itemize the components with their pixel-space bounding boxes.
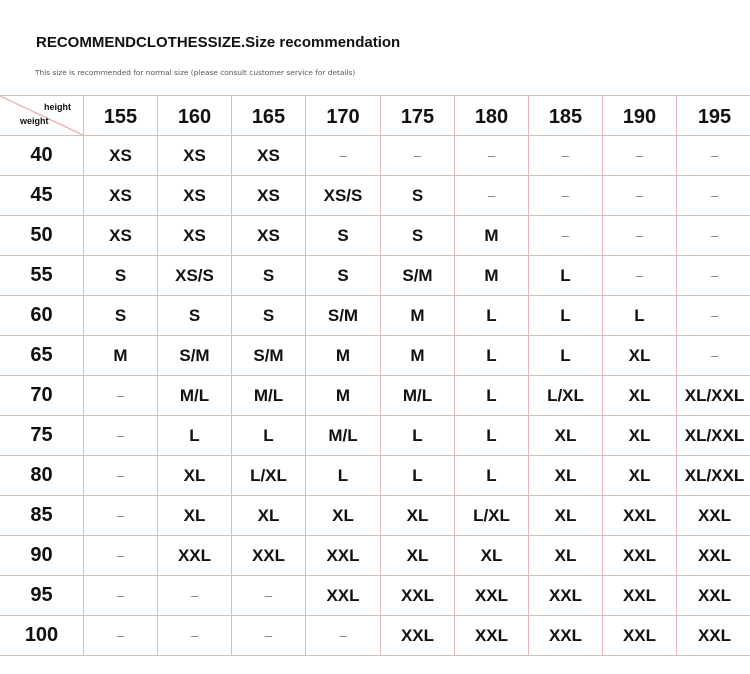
size-cell: – [84,536,158,576]
size-cell: M [306,376,381,416]
size-cell: S/M [232,336,306,376]
weight-label-85: 85 [0,496,84,536]
height-header-160: 160 [158,95,232,136]
size-cell: XXL [306,576,381,616]
size-cell: M/L [306,416,381,456]
size-cell: – [529,216,603,256]
size-cell: L [306,456,381,496]
size-cell: XL [529,456,603,496]
size-cell: L [232,416,306,456]
size-cell: XS [84,176,158,216]
size-cell: – [677,216,750,256]
size-cell: L/XL [232,456,306,496]
weight-label-60: 60 [0,296,84,336]
size-cell: – [158,616,232,656]
size-cell: XXL [381,616,455,656]
size-cell: – [381,136,455,176]
weight-label-50: 50 [0,216,84,256]
size-cell: XXL [381,576,455,616]
size-cell: – [677,176,750,216]
size-cell: XL [603,416,677,456]
size-cell: – [603,216,677,256]
size-cell: XXL [677,616,750,656]
size-cell: M/L [158,376,232,416]
size-cell: S [381,176,455,216]
size-cell: XL [381,496,455,536]
size-cell: L [455,336,529,376]
size-cell: L [381,416,455,456]
weight-label-100: 100 [0,616,84,656]
size-cell: L [455,456,529,496]
size-cell: – [158,576,232,616]
height-header-185: 185 [529,95,603,136]
size-cell: – [232,576,306,616]
size-cell: XXL [677,496,750,536]
size-cell: XXL [529,616,603,656]
size-cell: XL [603,336,677,376]
size-cell: XXL [603,616,677,656]
size-cell: L [381,456,455,496]
size-cell: XXL [603,496,677,536]
size-cell: M [455,256,529,296]
size-cell: XXL [677,576,750,616]
size-cell: L/XL [455,496,529,536]
size-cell: – [306,616,381,656]
size-cell: S [158,296,232,336]
size-cell: XXL [158,536,232,576]
size-cell: XL [529,496,603,536]
size-cell: XXL [677,536,750,576]
size-cell: XL [381,536,455,576]
size-cell: L [529,256,603,296]
height-header-195: 195 [677,95,750,136]
size-cell: XS [232,136,306,176]
size-cell: M [381,336,455,376]
size-cell: XL [158,456,232,496]
size-cell: XL/XXL [677,416,750,456]
size-cell: L/XL [529,376,603,416]
size-cell: S [381,216,455,256]
weight-label-40: 40 [0,136,84,176]
size-cell: – [529,136,603,176]
size-cell: XS [84,216,158,256]
size-cell: XXL [603,536,677,576]
size-cell: XL [158,496,232,536]
size-cell: M [455,216,529,256]
size-cell: L [529,336,603,376]
height-header-165: 165 [232,95,306,136]
size-cell: L [158,416,232,456]
size-cell: – [677,256,750,296]
size-cell: XXL [455,616,529,656]
size-cell: – [603,256,677,296]
size-cell: – [677,336,750,376]
size-cell: S [306,256,381,296]
size-cell: XS [84,136,158,176]
weight-label-90: 90 [0,536,84,576]
size-cell: M/L [381,376,455,416]
size-cell: XL/XXL [677,456,750,496]
size-cell: XS/S [158,256,232,296]
size-cell: L [455,376,529,416]
size-cell: – [603,176,677,216]
size-cell: – [677,136,750,176]
size-cell: M [306,336,381,376]
weight-label-95: 95 [0,576,84,616]
size-cell: L [529,296,603,336]
size-cell: XL [232,496,306,536]
size-cell: XS [232,216,306,256]
weight-label-80: 80 [0,456,84,496]
size-cell: XXL [529,576,603,616]
weight-label-65: 65 [0,336,84,376]
size-cell: – [677,296,750,336]
corner-header-cell [0,95,84,136]
page-title: RECOMMENDCLOTHESSIZE.Size recommendation [36,34,401,51]
size-cell: XS [158,216,232,256]
size-cell: XL [603,376,677,416]
size-cell: XL/XXL [677,376,750,416]
size-cell: – [84,416,158,456]
size-cell: S [232,256,306,296]
size-cell: L [603,296,677,336]
weight-label-75: 75 [0,416,84,456]
size-cell: XXL [455,576,529,616]
weight-label-45: 45 [0,176,84,216]
height-header-170: 170 [306,95,381,136]
size-cell: XL [603,456,677,496]
height-header-155: 155 [84,95,158,136]
size-cell: XXL [232,536,306,576]
corner-weight-label: weight [20,116,49,126]
size-cell: XL [306,496,381,536]
size-cell: – [232,616,306,656]
size-cell: S [84,296,158,336]
size-cell: XS [232,176,306,216]
size-cell: L [455,296,529,336]
size-cell: – [603,136,677,176]
height-header-190: 190 [603,95,677,136]
size-cell: XXL [306,536,381,576]
size-cell: XS [158,136,232,176]
size-cell: XL [529,416,603,456]
size-cell: – [529,176,603,216]
size-cell: – [84,616,158,656]
size-cell: M [381,296,455,336]
size-cell: – [84,376,158,416]
size-cell: – [84,456,158,496]
size-cell: S [84,256,158,296]
size-cell: – [84,496,158,536]
size-cell: – [455,176,529,216]
size-cell: – [306,136,381,176]
weight-label-55: 55 [0,256,84,296]
size-cell: S/M [306,296,381,336]
page-subtitle: This size is recommended for normal size (please consult customer service for details) [35,68,356,77]
size-cell: XXL [603,576,677,616]
size-cell: M/L [232,376,306,416]
size-cell: L [455,416,529,456]
size-cell: – [84,576,158,616]
size-cell: S/M [381,256,455,296]
size-cell: XS/S [306,176,381,216]
corner-height-label: height [44,102,71,112]
size-cell: S/M [158,336,232,376]
size-cell: M [84,336,158,376]
size-cell: S [306,216,381,256]
weight-label-70: 70 [0,376,84,416]
size-table [0,95,750,656]
size-cell: – [455,136,529,176]
size-cell: XL [529,536,603,576]
height-header-180: 180 [455,95,529,136]
size-cell: XS [158,176,232,216]
height-header-175: 175 [381,95,455,136]
size-cell: XL [455,536,529,576]
size-cell: S [232,296,306,336]
